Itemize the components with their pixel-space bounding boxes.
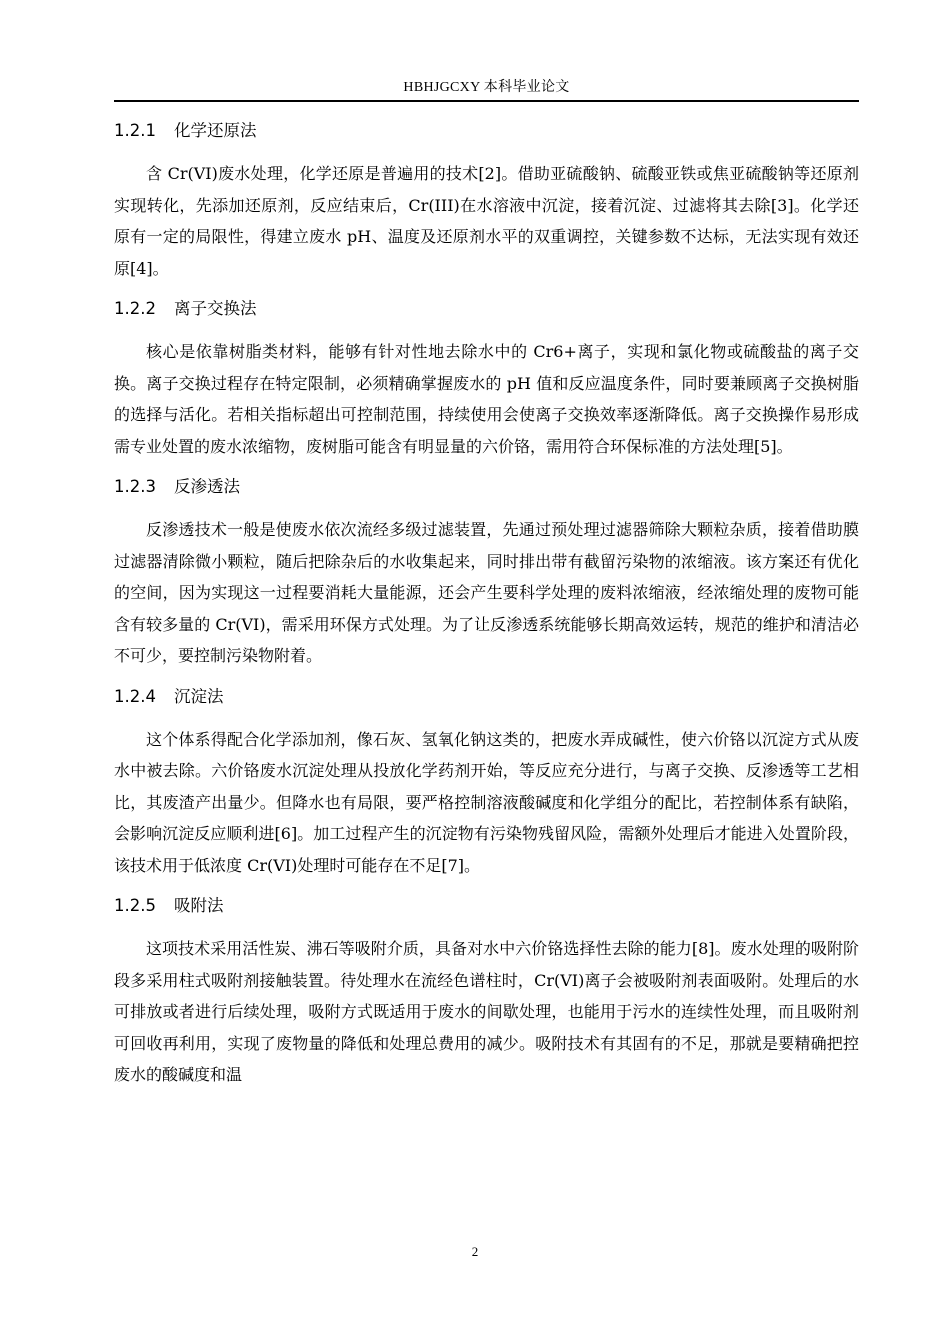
section-paragraph: 这项技术采用活性炭、沸石等吸附介质，具备对水中六价铬选择性去除的能力[8]。废水处理的吸附阶段多采用柱式吸附剂接触装置。待处理水在流经色谱柱时，Cr(VI)离子会被吸附剂表面吸附。处理后的水可排放或者进行后续处理，吸附方式既适用于废水的间歇处理，也能用于污水的连续性处理，而且吸附剂可回收再利用，实现了废物量的降低和处理总费用的减少。吸附技术有其固有的不足，那就是要精确把控废水的酸碱度和温 bbox=[114, 939, 859, 1084]
section-title: 离子交换法 bbox=[174, 299, 257, 318]
section-paragraph: 反渗透技术一般是使废水依次流经多级过滤装置，先通过预处理过滤器筛除大颗粒杂质，接着借助膜过滤器清除微小颗粒，随后把除杂后的水收集起来，同时排出带有截留污染物的浓缩液。该方案还有优化的空间，因为实现这一过程要消耗大量能源，还会产生要科学处理的废料浓缩液，经浓缩处理的废物可能含有较多量的 Cr(VI)，需采用环保方式处理。为了让反渗透系统能够长期高效运转，规范的维护和清洁必不可少，要控制污染物附着。 bbox=[114, 520, 859, 665]
section-paragraph: 核心是依靠树脂类材料，能够有针对性地去除水中的 Cr6+离子，实现和氯化物或硫酸盐的离子交换。离子交换过程存在特定限制，必须精确掌握废水的 pH 值和反应温度条件，同时要兼顾离子交换树脂的选择与活化。若相关指标超出可控制范围，持续使用会使离子交换效率逐渐降低。离子交换操作易形成需专业处置的废水浓缩物，废树脂可能含有明显量的六价铬，需用符合环保标准的方法处理[5]。 bbox=[114, 342, 859, 456]
section-title: 沉淀法 bbox=[174, 686, 224, 706]
section-number: 1.2.5 bbox=[114, 896, 156, 915]
paper-body bbox=[114, 116, 859, 1101]
section-title: 吸附法 bbox=[174, 896, 224, 915]
section-heading bbox=[114, 294, 859, 324]
section-heading bbox=[114, 891, 859, 921]
section-1-2-3 bbox=[114, 472, 859, 672]
section-1-2-4 bbox=[114, 682, 859, 882]
section-heading bbox=[114, 472, 859, 502]
section-1-2-5 bbox=[114, 891, 859, 1091]
section-paragraph: 含 Cr(VI)废水处理，化学还原是普遍用的技术[2]。借助亚硫酸钠、硫酸亚铁或焦亚硫酸钠等还原剂实现转化，先添加还原剂，反应结束后，Cr(III)在水溶液中沉淀，接着沉淀、过滤将其去除[3]。化学还原有一定的局限性，得建立废水 pH、温度及还原剂水平的双重调控，关键参数不达标，无法实现有效还原[4]。 bbox=[114, 164, 859, 278]
section-title: 反渗透法 bbox=[174, 477, 240, 496]
section-1-2-2 bbox=[114, 294, 859, 462]
section-number: 1.2.2 bbox=[114, 299, 156, 318]
section-number: 1.2.3 bbox=[114, 477, 156, 496]
running-header: HBHJGCXY 本科毕业论文 bbox=[403, 80, 570, 95]
section-heading bbox=[114, 682, 859, 712]
section-number: 1.2.1 bbox=[114, 121, 156, 140]
page-number: 2 bbox=[471, 1244, 479, 1259]
header-rule bbox=[114, 100, 859, 102]
section-paragraph: 这个体系得配合化学添加剂，像石灰、氢氧化钠这类的，把废水弄成碱性，使六价铬以沉淀方式从废水中被去除。六价铬废水沉淀处理从投放化学药剂开始，等反应充分进行，与离子交换、反渗透等工艺相比，其废渣产出量少。但降水也有局限，要严格控制溶液酸碱度和化学组分的配比，若控制体系有缺陷，会影响沉淀反应顺利进[6]。加工过程产生的沉淀物有污染物残留风险，需额外处理后才能进入处置阶段，该技术用于低浓度 Cr(VI)处理时可能存在不足[7]。 bbox=[114, 729, 859, 875]
section-heading bbox=[114, 116, 859, 146]
section-number: 1.2.4 bbox=[114, 686, 156, 706]
section-title: 化学还原法 bbox=[174, 121, 257, 140]
section-1-2-1 bbox=[114, 116, 859, 284]
